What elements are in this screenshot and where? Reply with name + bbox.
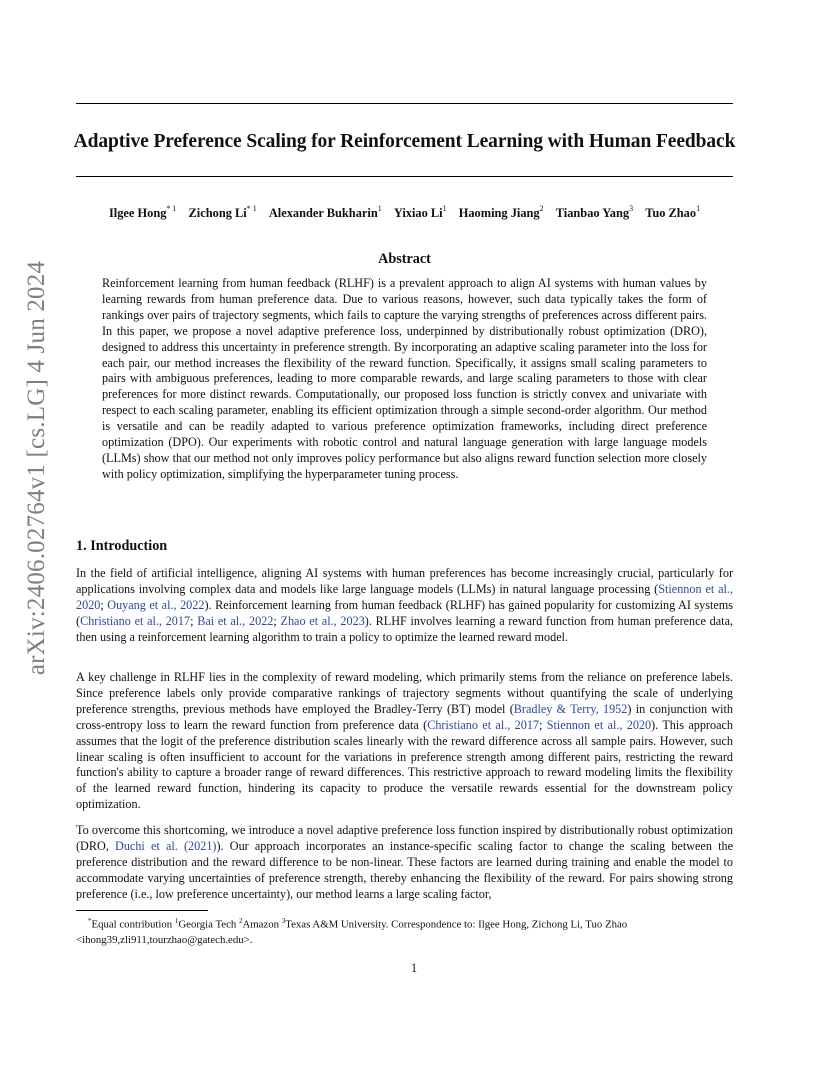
intro-paragraph-3: To overcome this shortcoming, we introduce a novel adaptive preference loss function inspired by distributionally robust optimization (DRO, Duchi et al. (2021)). Our approach incorporates an instance-specific scaling factor to change the scaling between the preference distribution and the reward difference to be non-linear. These factors are learned during training and enable the model to accommodate varying uncertainties of preference strength, thereby enhancing the flexibility of the reward. For pairs showing strong preference (i.e., low preference uncertainty), our method learns a large scaling factor,: [76, 823, 733, 901]
author: Alexander Bukharin$^1$: [268, 204, 382, 221]
citation-link[interactable]: Duchi et al. (2021): [115, 838, 217, 853]
citation-link[interactable]: Bradley & Terry, 1952: [513, 701, 628, 716]
arxiv-identifier-text: arXiv:2406.02764v1 [cs.LG] 4 Jun 2024: [23, 260, 50, 676]
title-rule-top: [76, 103, 733, 104]
citation-link[interactable]: Zhao et al., 2023: [280, 613, 365, 628]
footnote-rule: [76, 910, 208, 911]
title-rule-bottom: [76, 176, 733, 177]
citation-link[interactable]: Stiennon et al., 2020: [76, 581, 733, 612]
footnote: *Equal contribution $^1$Georgia Tech $^2$Amazon $^3$Texas A&M University. Correspondence to: Ilgee Hong, Zichong Li, Tuo Zhao <ihong39,zli911,tourzhao@gatech.edu>.: [76, 917, 628, 946]
intro-paragraph-1: In the field of artificial intelligence, aligning AI systems with human preferences has become increasingly crucial, particularly for applications involving complex data and models like large language models (LLMs) in natural language processing (Stiennon et al., 2020; Ouyang et al., 2022). Reinforcement learning from human feedback (RLHF) has gained popularity for customizing AI systems (Christiano et al., 2017; Bai et al., 2022; Zhao et al., 2023). RLHF involves learning a reward function from human preference data, then using a reinforcement learning algorithm to train a policy to optimize the learned reward model.: [76, 566, 734, 644]
citation-link[interactable]: Ouyang et al., 2022: [107, 597, 205, 612]
author: Tuo Zhao$^1$: [645, 204, 701, 221]
intro-paragraph-2: A key challenge in RLHF lies in the complexity of reward modeling, which primarily stems from the reliance on preference labels. Since preference labels only provide comparative rankings of trajectory segments without quantifying the scale of underlying preference strengths, previous methods have employed the Bradley-Terry (BT) model (Bradley & Terry, 1952) in conjunction with cross-entropy loss to learn the reward function from preference data (Christiano et al., 2017; Stiennon et al., 2020). This approach assumes that the logit of the preference distribution scales linearly with the reward difference across all sample pairs. However, such linear scaling is often insufficient to account for the variations in preference strength among different pairs, restricting the reward function's ability to capture a broader range of reward differences. This restrictive approach to reward modeling limits the flexibility of the learned reward function, hindering its capacity to produce the versatile rewards essential for the downstream policy optimization.: [76, 670, 734, 812]
author: Tianbao Yang$^3$: [555, 204, 634, 221]
citation-link[interactable]: Bai et al., 2022: [197, 613, 274, 628]
author: Zichong Li$^{* 1}$: [188, 204, 257, 221]
paper-title: Adaptive Preference Scaling for Reinforcement Learning with Human Feedback: [73, 131, 736, 152]
citation-link[interactable]: Christiano et al., 2017: [80, 613, 191, 628]
section-heading-introduction: 1. Introduction: [76, 538, 168, 554]
citation-link[interactable]: Christiano et al., 2017: [427, 717, 540, 732]
abstract-body: Reinforcement learning from human feedback (RLHF) is a prevalent approach to align AI systems with human values by learning rewards from human preference data. Due to various reasons, however, such data typically takes the form of rankings over pairs of trajectory segments, which fails to capture the varying strengths of preferences across different pairs. In this paper, we propose a novel adaptive preference loss, underpinned by distributionally robust optimization (DRO), designed to address this uncertainty in preference strength. By incorporating an adaptive scaling parameter into the loss for each pair, our method increases the flexibility of the reward function. Specifically, it assigns small scaling parameters to pairs with ambiguous preferences, leading to more comparable rewards, and large scaling parameters to those with clear preferences for more distinct rewards. Computationally, our proposed loss function is strictly convex and univariate with respect to each scaling parameter, enabling its efficient optimization through a simple second-order algorithm. Our method is versatile and can be readily adapted to various preference optimization frameworks, including direct preference optimization (DPO). Our experiments with robotic control and natural language generation with large language models (LLMs) show that our method not only improves policy performance but also aligns reward function selection more closely with policy optimization, simplifying the hyperparameter tuning process.: [102, 276, 707, 481]
author: Ilgee Hong$^{* 1}$: [108, 204, 177, 221]
author-list: [60, 205, 749, 221]
author: Yixiao Li$^1$: [393, 204, 447, 221]
page-number: 1: [410, 961, 418, 975]
abstract-heading: Abstract: [378, 251, 431, 267]
author: Haoming Jiang$^2$: [458, 204, 544, 221]
citation-link[interactable]: Stiennon et al., 2020: [546, 717, 652, 732]
